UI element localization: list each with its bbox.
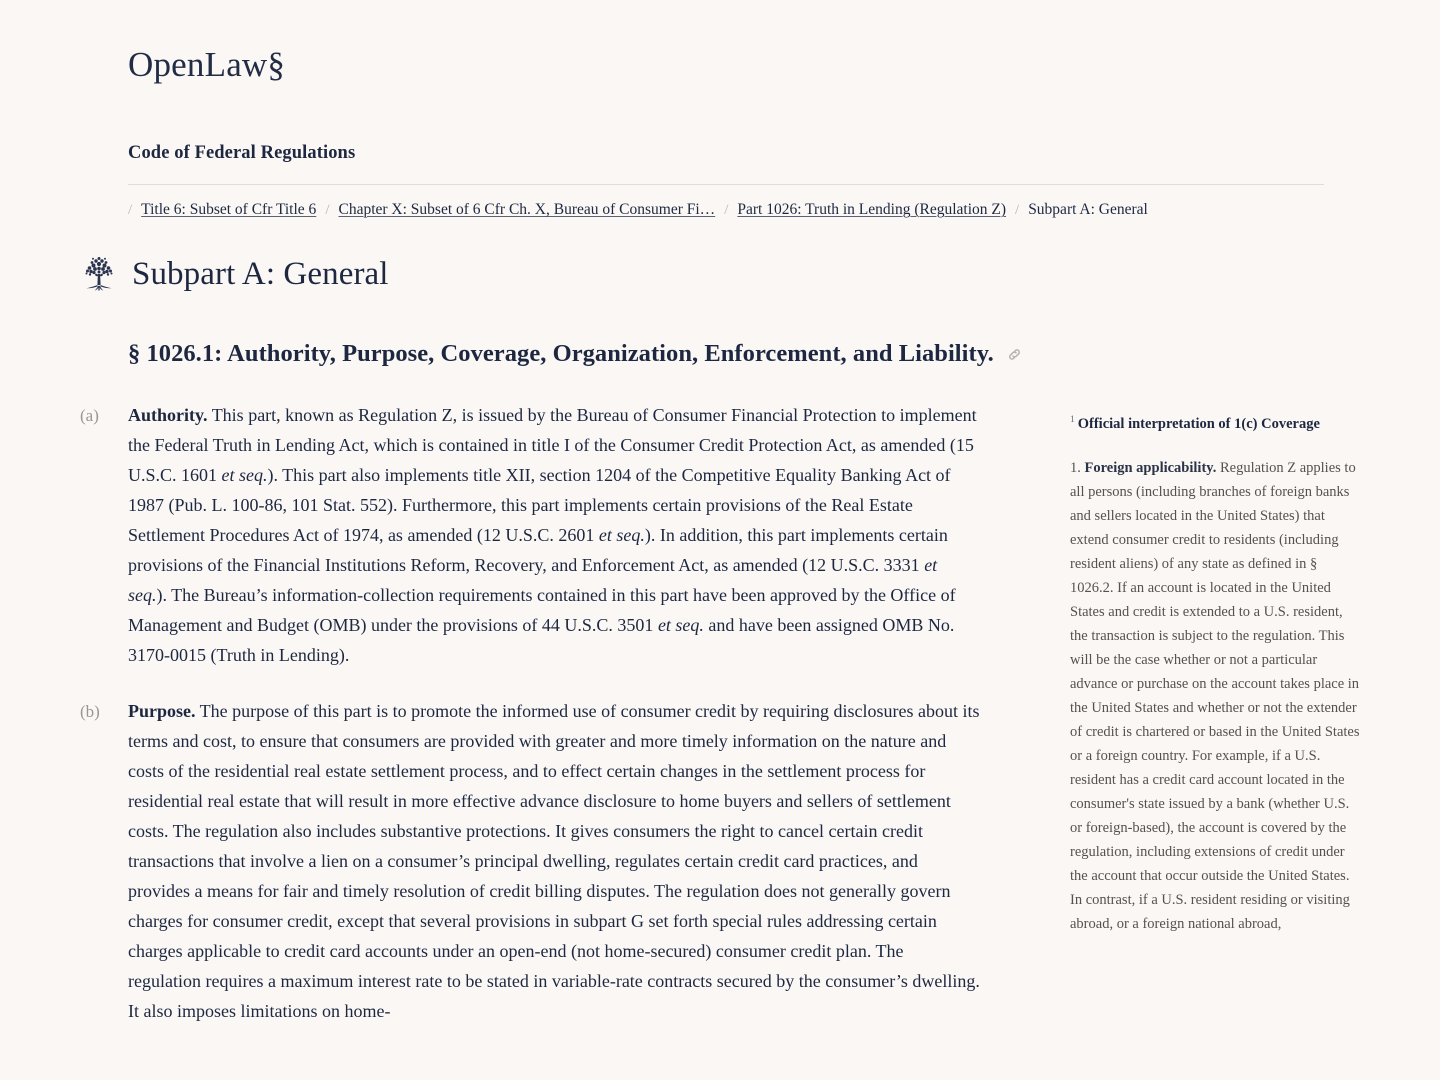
breadcrumb-item-part-1026[interactable]: Part 1026: Truth in Lending (Regulation Z): [737, 201, 1007, 218]
content-area: [80, 400, 1360, 1052]
section-heading: [128, 336, 1023, 372]
paragraph-body: [128, 696, 980, 1026]
sidebar-heading: [1070, 408, 1360, 436]
paragraph-lead: Authority.: [128, 405, 208, 425]
sidebar-heading-text: Official interpretation of 1(c) Coverage: [1077, 415, 1320, 432]
sidebar-commentary: [1070, 400, 1360, 936]
breadcrumb-separator: /: [1015, 202, 1020, 218]
section-heading-text: § 1026.1: Authority, Purpose, Coverage, Organization, Enforcement, and Liability.: [128, 340, 994, 367]
main-column: [80, 400, 980, 1052]
paragraph-a: [80, 400, 980, 670]
sidebar-body: [1070, 456, 1360, 936]
paragraph-lead: Purpose.: [128, 701, 196, 721]
paragraph-marker: (a): [80, 406, 99, 425]
footnote-marker: 1: [1070, 415, 1075, 425]
corpus-title: Code of Federal Regulations: [128, 143, 356, 163]
paragraph-text: This part, known as Regulation Z, is issued by the Bureau of Consumer Financial Protection to implement the Federal Truth in Lending Act, which is contained in title I of the Consumer Credit Protection Act, as amended (15 U.S.C. 1601 et seq.). This part also implements title XII, section 1204 of the Competitive Equality Banking Act of 1987 (Pub. L. 100-86, 101 Stat. 552). Furthermore, this part implements certain provisions of the Real Estate Settlement Procedures Act of 1974, as amended (12 U.S.C. 2601 et seq.). In addition, this part implements certain provisions of the Financial Institutions Reform, Recovery, and Enforcement Act, as amended (12 U.S.C. 3331 et seq.). The Bureau’s information-collection requirements contained in this part have been approved by the Office of Management and Budget (OMB) under the provisions of 44 U.S.C. 3501 et seq. and have been assigned OMB No. 3170-0015 (Truth in Lending).: [128, 405, 977, 665]
sidebar-item-lead: Foreign applicability.: [1084, 459, 1217, 476]
breadcrumb-separator: /: [325, 202, 330, 218]
breadcrumb-separator: /: [128, 202, 133, 218]
breadcrumb-item-subpart-a: Subpart A: General: [1028, 201, 1148, 218]
tree-icon: [80, 252, 118, 296]
breadcrumb-separator: /: [724, 202, 729, 218]
masthead: [128, 44, 285, 86]
page-title: Subpart A: General: [132, 256, 389, 292]
header-divider: [128, 184, 1324, 185]
breadcrumb-item-chapter-x[interactable]: Chapter X: Subset of 6 Cfr Ch. X, Bureau of Consumer Fi…: [338, 201, 716, 218]
breadcrumb-item-title-6[interactable]: Title 6: Subset of Cfr Title 6: [141, 201, 317, 218]
paragraph-marker: (b): [80, 702, 100, 721]
paragraph-b: [80, 696, 980, 1026]
sidebar-item-number: 1.: [1070, 459, 1081, 476]
paragraph-text: The purpose of this part is to promote the informed use of consumer credit by requiring disclosures about its terms and cost, to ensure that consumers are provided with greater and more timely information on the nature and costs of the residential real estate settlement process, and to effect certain changes in the settlement process for residential real estate that will result in more effective advance disclosure to home buyers and sellers of settlement costs. The regulation also includes substantive protections. It gives consumers the right to cancel certain credit transactions that involve a lien on a consumer’s principal dwelling, regulates certain credit card practices, and provides a means for fair and timely resolution of credit billing disputes. The regulation does not generally govern charges for consumer credit, except that several provisions in subpart G set forth special rules addressing certain charges applicable to credit card accounts under an open-end (not home-secured) consumer credit plan. The regulation requires a maximum interest rate to be stated in variable-rate contracts secured by the consumer’s dwelling. It also imposes limitations on home-: [128, 701, 980, 1021]
subpart-title-row: [80, 252, 389, 296]
site-logo[interactable]: OpenLaw§: [128, 45, 286, 84]
breadcrumb: [128, 199, 1148, 221]
sidebar-item-text: Regulation Z applies to all persons (including branches of foreign banks and sellers located in the United States) that extend consumer credit to residents (including resident aliens) of any state as defined in § 1026.2. If an account is located in the United States and credit is extended to a U.S. resident, the transaction is subject to the regulation. This will be the case whether or not a particular advance or purchase on the account takes place in the United States and whether or not the extender of credit is chartered or based in the United States or a foreign country. For example, if a U.S. resident has a credit card account located in the consumer's state issued by a bank (whether U.S. or foreign-based), the account is covered by the regulation, including extensions of credit under the account that occur outside the United States. In contrast, if a U.S. resident residing or visiting abroad, or a foreign national abroad,: [1070, 459, 1360, 932]
paragraph-body: [128, 400, 980, 670]
link-icon[interactable]: [1006, 338, 1023, 355]
